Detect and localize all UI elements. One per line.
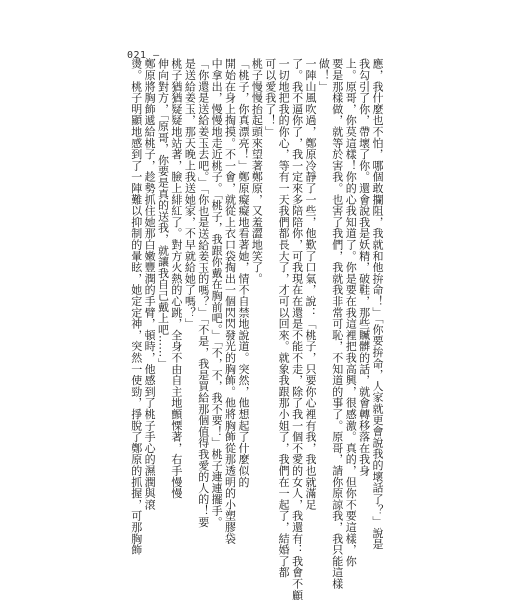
- text-column: 上。原哥，你莫這樣！你的心我知道了。你是要在我這裡把我高興，很感激。真的，但你不要這樣，你: [344, 58, 358, 567]
- text-column: 可以愛我了！」: [263, 58, 277, 138]
- text-column: 燙。桃子明顯地感到了一陣難以抑制的暈眩，她定定神，突然一使勁，掙脫了鄭原的抓握，可那胸飾: [129, 58, 143, 556]
- text-column: 「桃子，你真漂亮！」鄭原癡癡地看著她，情不自禁地說道。突然，他想起了什麼似的: [236, 58, 250, 488]
- text-column: 桃子猶猶疑疑地站著，臉上緋紅了。對方火熱的心跳，全身不由自主地顫慄著，右手慢慢: [169, 58, 183, 499]
- header-dash: —: [153, 50, 160, 61]
- text-column: 是送給姜玉，那天晚上我送她家，不早就給她了嗎？」: [183, 58, 197, 330]
- text-column: 我勾引了你，帶壞了你。還會說我是妖精，破鞋，那些贓髒的話，就會轉移落在我身: [357, 58, 371, 477]
- text-column: 桃子慢慢抬起頭來望著鄭原，又羞澀地笑了。: [250, 58, 264, 284]
- text-column: 中拿出，慢慢地走近桃子。「桃子，我跟你戴在胸前吧。」「不，不，我不要！」桃子連連擺手。: [210, 58, 224, 528]
- text-column: 一陣山風吹過，鄭原冷靜了一些，他歎了口氣，說：「桃子，只要你心裡有我，我也就滿足: [303, 58, 317, 510]
- text-column: 應，我什麼也不怕，哪個敢攔阻，我就和他拚命！」「你要拚命，人家就更會說我的壞話了？」說是: [371, 58, 384, 550]
- text-column: 鄭原將胸飾遞給桃子，趁勢抓住她那白嫩豐潤的手臂，頓時，他感到了桃子手心的濕潤與滾: [143, 58, 157, 510]
- text-column: 做！」: [317, 58, 331, 92]
- vertical-text-block: [129, 58, 384, 600]
- page-number: 021: [127, 50, 147, 61]
- text-column: 一切地把我的你心，等有一天我們都長大了，才可以回來。就象我跟那小姐了，我們在一起了，結婚了都: [277, 58, 291, 578]
- text-column: 要是那樣做，就等於害我。也害了我們，我就我非常可恥，不知道的事了。原哥，請你原諒我，我只能這樣: [330, 58, 344, 590]
- text-column: 開始在身上掏摸。不一會，就從上衣口袋掏出一個閃閃發光的胸飾。他將胸飾從那透明的小塑膠袋: [223, 58, 237, 544]
- text-column: 了。我不逼你了，我一定來多陪陪你，可我現在在還是不能不走，除了我一個不愛的女人，我還有：我會不顧: [290, 58, 304, 600]
- text-column: 「你還是送給姜玉去吧。」「你也是送給姜玉的嗎？」「不是，我是買給那個值得我愛的人的！要: [196, 58, 210, 528]
- text-column: 伸向對方，「原哥，你要是真的送我，就讓我自己戴上吧……」: [156, 58, 170, 369]
